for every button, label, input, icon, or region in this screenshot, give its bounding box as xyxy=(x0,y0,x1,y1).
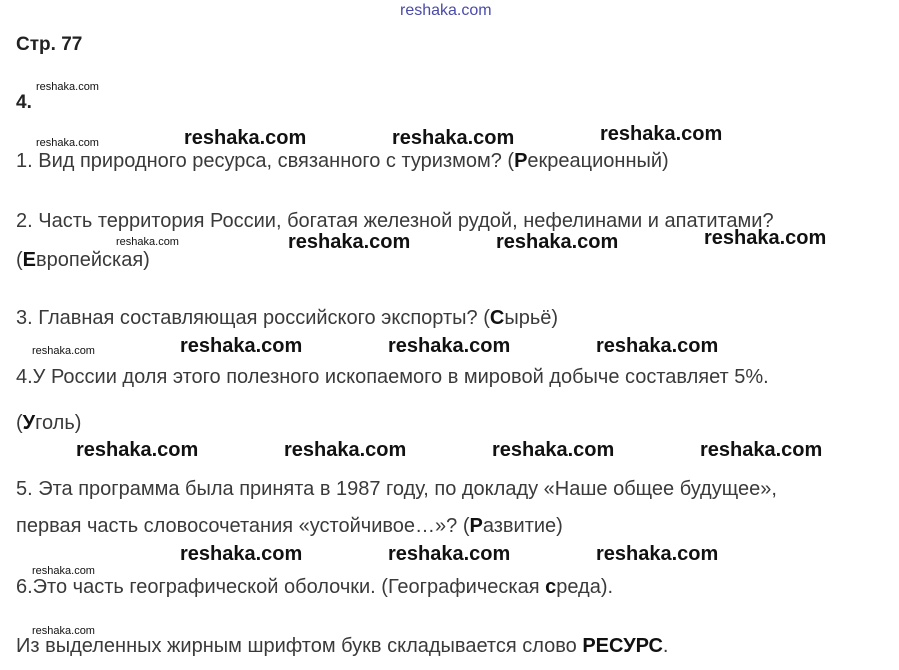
answer-2-key-letter: Е xyxy=(22,249,37,271)
watermark: reshaka.com xyxy=(284,439,407,461)
watermark: reshaka.com xyxy=(700,439,823,461)
answer-2-text-end: вропейская) xyxy=(36,249,150,271)
watermark: reshaka.com xyxy=(180,543,303,565)
watermark-small: reshaka.com xyxy=(116,236,179,248)
conclusion xyxy=(16,635,668,658)
answer-6-text: 6.Это часть географической оболочки. (Географическая xyxy=(16,576,546,598)
watermark-small: reshaka.com xyxy=(32,625,95,637)
watermark: reshaka.com xyxy=(388,335,511,357)
watermark-small: reshaka.com xyxy=(36,81,99,93)
task-number: 4. xyxy=(16,92,32,113)
answer-4-question: 4.У России доля этого полезного ископаемого в мировой добыче составляет 5%. xyxy=(16,366,769,388)
answer-6-text-end: реда). xyxy=(556,576,614,598)
answer-3 xyxy=(16,307,558,330)
page-number: Стр. 77 xyxy=(16,34,83,55)
answer-4-text-end: голь) xyxy=(35,412,82,434)
answer-2-text: ( xyxy=(16,249,23,271)
answer-2 xyxy=(16,249,150,272)
answer-5-text-end: азвитие) xyxy=(482,515,563,537)
answer-5-key-letter: Р xyxy=(469,515,483,537)
watermark: reshaka.com xyxy=(184,127,307,149)
watermark: reshaka.com xyxy=(600,123,723,145)
answer-5-question: 5. Эта программа была принята в 1987 году, по докладу «Наше общее будущее», xyxy=(16,478,777,500)
answer-3-text-end: ырьё) xyxy=(504,307,559,329)
watermark-small: reshaka.com xyxy=(32,565,95,577)
conclusion-word: РЕСУРС xyxy=(582,635,663,657)
site-header-watermark[interactable]: reshaka.com xyxy=(400,2,492,19)
watermark: reshaka.com xyxy=(596,543,719,565)
answer-1-key-letter: Р xyxy=(514,150,528,172)
answer-1-text-end: екреационный) xyxy=(527,150,669,172)
answer-6-key-letter: с xyxy=(545,576,557,598)
watermark-small: reshaka.com xyxy=(32,345,95,357)
watermark: reshaka.com xyxy=(76,439,199,461)
watermark: reshaka.com xyxy=(492,439,615,461)
answer-4 xyxy=(16,412,81,435)
watermark: reshaka.com xyxy=(180,335,303,357)
conclusion-end: . xyxy=(662,635,669,657)
answer-1 xyxy=(16,150,669,173)
watermark: reshaka.com xyxy=(288,231,411,253)
answer-6 xyxy=(16,576,613,599)
answer-2-question: 2. Часть территория России, богатая железной рудой, нефелинами и апатитами? xyxy=(16,210,774,232)
watermark: reshaka.com xyxy=(496,231,619,253)
answer-3-key-letter: С xyxy=(489,307,505,329)
watermark: reshaka.com xyxy=(388,543,511,565)
answer-4-text: ( xyxy=(16,412,23,434)
watermark: reshaka.com xyxy=(596,335,719,357)
answer-4-key-letter: У xyxy=(22,412,36,434)
answer-3-text: 3. Главная составляющая российского экспорты? ( xyxy=(16,307,490,329)
watermark: reshaka.com xyxy=(392,127,515,149)
answer-1-text: 1. Вид природного ресурса, связанного с туризмом? ( xyxy=(16,150,515,172)
conclusion-text: Из выделенных жирным шрифтом букв складывается слово xyxy=(16,635,583,657)
answer-5-text: первая часть словосочетания «устойчивое…»? ( xyxy=(16,515,470,537)
watermark-small: reshaka.com xyxy=(36,137,99,149)
answer-5 xyxy=(16,515,563,538)
watermark: reshaka.com xyxy=(704,227,827,249)
